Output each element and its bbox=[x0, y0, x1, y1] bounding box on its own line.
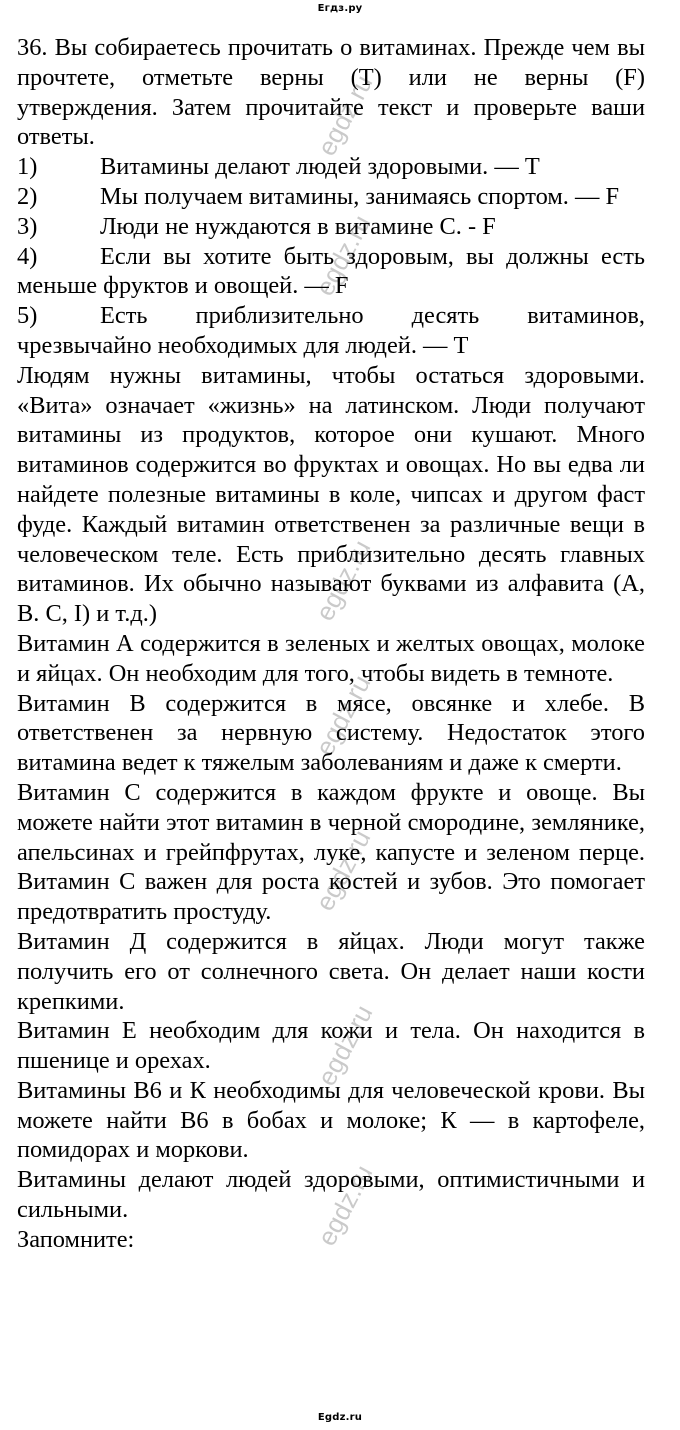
watermark: egdz.ru bbox=[309, 669, 377, 761]
watermark: egdz.ru bbox=[311, 999, 379, 1091]
watermark: egdz.ru bbox=[309, 824, 377, 916]
task-intro: 36. Вы собираетесь прочитать о витаминах. Прежде чем вы прочтете, отметьте верны (T) или не верны (F) утверждения. Затем прочитайте текст и проверьте ваши ответы. bbox=[17, 34, 645, 151]
statement-number: 5) bbox=[17, 302, 38, 330]
text-paragraph: Витамины делают людей здоровыми, оптимистичными и сильными. bbox=[17, 1166, 645, 1224]
closing-line: Запомните: bbox=[17, 1225, 135, 1253]
statement-number: 4) bbox=[17, 242, 38, 270]
statement-item bbox=[17, 212, 645, 242]
site-footer: Egdz.ru bbox=[317, 1412, 363, 1423]
statement-text: Люди не нуждаются в витамине С. - F bbox=[100, 212, 496, 240]
statement-item bbox=[17, 182, 645, 212]
text-paragraph: Витамин В содержится в мясе, овсянке и хлебе. В ответственен за нервную систему. Недостаток этого витамина ведет к тяжелым заболеваниям и даже к смерти. bbox=[17, 689, 645, 777]
watermark: egdz.ru bbox=[309, 209, 377, 301]
site-header: Егдз.ру bbox=[317, 3, 363, 14]
statement-item bbox=[17, 301, 645, 361]
statement-text: Мы получаем витамины, занимаясь спортом. — F bbox=[100, 182, 620, 210]
statement-item bbox=[17, 152, 645, 182]
document-body bbox=[17, 33, 645, 1255]
statement-number: 2) bbox=[17, 182, 38, 210]
statement-number: 1) bbox=[17, 153, 38, 181]
watermark: egdz.ru bbox=[309, 534, 377, 626]
text-paragraph: Витамин А содержится в зеленых и желтых овощах, молоке и яйцах. Он необходим для того, чтобы видеть в темноте. bbox=[17, 629, 645, 687]
watermark: egdz.ru bbox=[311, 1159, 379, 1251]
text-paragraph: Людям нужны витамины, чтобы остаться здоровыми. «Вита» означает «жизнь» на латинском. Люди получают витамины из продуктов, которое они кушают. Много витаминов содержится во фруктах и овощах. Но вы едва ли найдете полезные витамины в коле, чипсах и другом фаст фуде. Каждый витамин ответственен за различные вещи в человеческом теле. Есть приблизительно десять главных витаминов. Их обычно называют буквами из алфавита (А, В. С, I) и т.д.) bbox=[17, 361, 645, 628]
text-paragraph: Витамины В6 и К необходимы для человеческой крови. Вы можете найти В6 в бобах и молоке; К — в картофеле, помидорах и моркови. bbox=[17, 1076, 645, 1164]
statement-text: Витамины делают людей здоровыми. — T bbox=[100, 153, 540, 181]
statement-text: Есть приблизительно десять витаминов, чрезвычайно необходимых для людей. — T bbox=[17, 302, 645, 359]
text-paragraph: Витамин Д содержится в яйцах. Люди могут также получить его от солнечного света. Он делает наши кости крепкими. bbox=[17, 927, 645, 1015]
text-paragraph: Витамин Е необходим для кожи и тела. Он находится в пшенице и орехах. bbox=[17, 1017, 645, 1075]
text-paragraph: Витамин С содержится в каждом фрукте и овоще. Вы можете найти этот витамин в черной смородине, землянике, апельсинах и грейпфрутах, луке, капусте и зеленом перце. Витамин С важен для роста костей и зубов. Это помогает предотвратить простуду. bbox=[17, 778, 645, 926]
statement-text: Если вы хотите быть здоровым, вы должны есть меньше фруктов и овощей. — F bbox=[17, 242, 645, 300]
statement-number: 3) bbox=[17, 212, 38, 240]
statement-item bbox=[17, 242, 645, 302]
watermark: egdz.ru bbox=[311, 69, 379, 161]
